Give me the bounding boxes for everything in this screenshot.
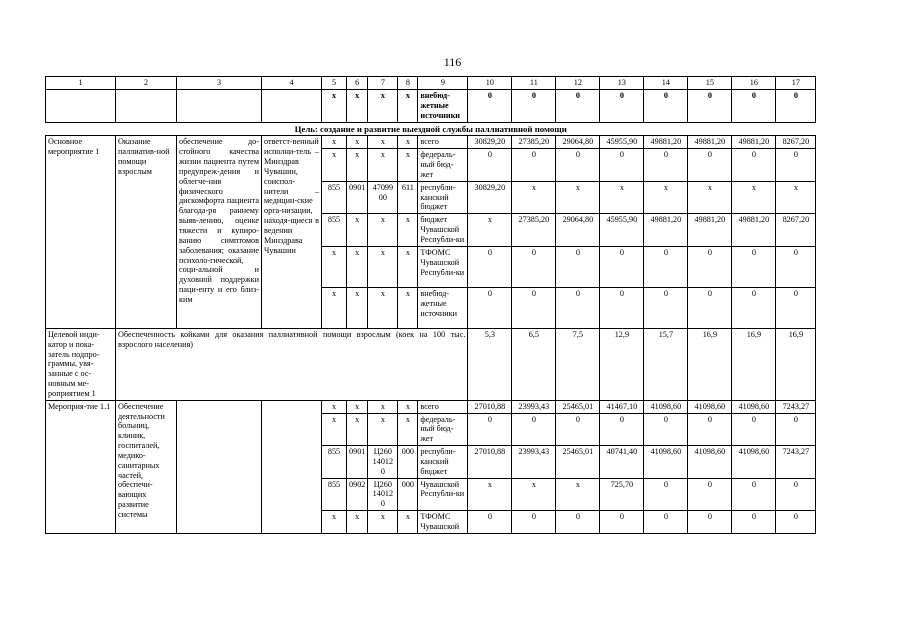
indicator-value-cell: 12,9 [600, 328, 644, 400]
funding-source-cell: республи-канский бюджет [418, 181, 468, 214]
value-cell: 7243,27 [776, 400, 816, 413]
value-cell: 0 [776, 511, 816, 534]
budget-code-cell: 000 [398, 478, 418, 511]
funding-source-cell: ТФОМС Чувашской [418, 511, 468, 534]
header-number-cell: 3 [177, 77, 262, 90]
budget-code-cell: x [322, 400, 347, 413]
responsible-executor-cell [262, 400, 322, 533]
value-cell: 0 [468, 511, 512, 534]
value-cell: 41098,60 [688, 446, 732, 479]
empty-cell [177, 89, 262, 122]
value-cell: 0 [688, 287, 732, 328]
value-cell: 0 [600, 287, 644, 328]
budget-code-cell: x [322, 149, 347, 182]
value-cell: x [512, 181, 556, 214]
value-cell: 29064,80 [556, 214, 600, 247]
indicator-row [46, 328, 816, 400]
funding-source-cell: ТФОМС Чувашской Республи-ки [418, 246, 468, 287]
budget-code-cell: 47099 00 [368, 181, 398, 214]
header-number-cell: 11 [512, 77, 556, 90]
value-cell: 0 [600, 413, 644, 446]
value-cell: 0 [732, 246, 776, 287]
budget-code-cell: x [347, 511, 368, 534]
funding-source-cell: внебюд-жетные источники [418, 89, 468, 122]
value-cell: 0 [688, 149, 732, 182]
budget-code-cell: x [347, 413, 368, 446]
value-cell: 0 [468, 287, 512, 328]
value-cell: 0 [732, 149, 776, 182]
budget-code-cell: 0901 [347, 446, 368, 479]
budget-code-cell: x [368, 214, 398, 247]
funding-source-cell: бюджет Чувашской Республи-ки [418, 214, 468, 247]
funding-source-cell: всего [418, 400, 468, 413]
indicator-value-cell: 16,9 [732, 328, 776, 400]
empty-cell [46, 89, 116, 122]
indicator-label-cell: Целевой инди-катор и пока-затель подпро-граммы, увя-занные с ос-новным ме-роприятием 1 [46, 328, 116, 400]
header-number-cell: 5 [322, 77, 347, 90]
header-number-cell: 14 [644, 77, 688, 90]
budget-code-cell: x [398, 214, 418, 247]
value-cell: x [688, 181, 732, 214]
header-number-cell: 13 [600, 77, 644, 90]
empty-cell [262, 89, 322, 122]
budget-code-cell: 611 [398, 181, 418, 214]
value-cell: x [556, 181, 600, 214]
value-cell: 0 [776, 149, 816, 182]
value-cell: x [600, 181, 644, 214]
value-cell: 0 [644, 149, 688, 182]
header-number-cell: 2 [116, 77, 177, 90]
responsible-executor-cell: ответст-венный исполни-тель – Минздрав Чувашии, соиспол-нители – медицин-ские орга-низации, находя-щиеся в ведении Минздрава Чувашии [262, 136, 322, 328]
value-cell: 0 [776, 413, 816, 446]
value-cell: 0 [600, 246, 644, 287]
value-cell: 0 [732, 413, 776, 446]
value-cell: 0 [732, 478, 776, 511]
value-cell: 27385,20 [512, 214, 556, 247]
value-cell: 27010,88 [468, 400, 512, 413]
value-cell: 8267,20 [776, 214, 816, 247]
value-cell: 0 [776, 246, 816, 287]
funding-source-cell: всего [418, 136, 468, 149]
budget-code-cell: x [368, 89, 398, 122]
budget-code-cell: x [347, 149, 368, 182]
goal-title: Цель: создание и развитие выездной службы паллиативной помощи [294, 123, 567, 134]
table-row [46, 136, 816, 149]
budget-code-cell: x [398, 136, 418, 149]
activity-name-cell: Мероприя-тие 1.1 [46, 400, 116, 533]
value-cell: 25465,01 [556, 400, 600, 413]
budget-code-cell: x [368, 413, 398, 446]
header-number-cell: 17 [776, 77, 816, 90]
budget-code-cell: x [398, 413, 418, 446]
value-cell: 45955,90 [600, 214, 644, 247]
activity-description-cell: обеспечение до-стойного качества жизни пациента путем предупреж-дения и облегче-ния физического дискомфорта пациента благода-ря раннему выяв-лению, оценке тяжести и купиро-ванию симптомов заболевания; оказание психоло-гической, соци-альной и духовной поддержки паци-енту и его близ-ким [177, 136, 262, 328]
value-cell: 0 [644, 89, 688, 122]
value-cell: 0 [644, 413, 688, 446]
budget-code-cell: 855 [322, 214, 347, 247]
budget-code-cell: x [398, 287, 418, 328]
value-cell: x [776, 181, 816, 214]
value-cell: 0 [512, 149, 556, 182]
table-row [46, 400, 816, 413]
value-cell: 0 [644, 511, 688, 534]
value-cell: 7243,27 [776, 446, 816, 479]
funding-source-cell: республи-канский бюджет [418, 446, 468, 479]
value-cell: 41098,60 [688, 400, 732, 413]
header-number-cell: 1 [46, 77, 116, 90]
header-number-cell: 4 [262, 77, 322, 90]
indicator-value-cell: 6,5 [512, 328, 556, 400]
page-number: 116 [443, 55, 462, 69]
value-cell: 0 [776, 287, 816, 328]
value-cell: 0 [600, 511, 644, 534]
value-cell: 49881,20 [732, 136, 776, 149]
value-cell: 0 [468, 149, 512, 182]
continuation-row [46, 89, 816, 122]
funding-source-cell: внебюд-жетные источники [418, 287, 468, 328]
value-cell: 0 [556, 246, 600, 287]
value-cell: 0 [600, 149, 644, 182]
funding-source-cell: федераль-ный бюд-жет [418, 413, 468, 446]
value-cell: 0 [512, 89, 556, 122]
value-cell: 27010,88 [468, 446, 512, 479]
budget-code-cell: x [347, 400, 368, 413]
value-cell: 0 [556, 413, 600, 446]
value-cell: 41098,60 [644, 400, 688, 413]
budget-code-cell: Ц260 14012 0 [368, 478, 398, 511]
value-cell: 41098,60 [732, 400, 776, 413]
budget-code-cell: x [347, 246, 368, 287]
budget-code-cell: x [347, 287, 368, 328]
value-cell: 0 [688, 511, 732, 534]
activity-title-cell: Оказание паллиатив-ной помощи взрослым [116, 136, 177, 328]
header-number-cell: 10 [468, 77, 512, 90]
budget-code-cell: x [398, 149, 418, 182]
indicator-value-cell: 15,7 [644, 328, 688, 400]
value-cell: 0 [644, 478, 688, 511]
value-cell: 0 [732, 511, 776, 534]
activity-title-cell: Обеспечение деятельности больниц, клиник, госпиталей, медико-санитарных частей, обеспечи-вающих развитие системы [116, 400, 177, 533]
budget-code-cell: x [398, 89, 418, 122]
indicator-value-cell: 7,5 [556, 328, 600, 400]
budget-code-cell: 0901 [347, 181, 368, 214]
budget-table [45, 76, 816, 534]
budget-code-cell: 855 [322, 446, 347, 479]
indicator-text-cell: Обеспеченность койками для оказания паллиативной помощи взрослым (коек на 100 тыс. взрослого населения) [116, 328, 468, 400]
header-number-cell: 15 [688, 77, 732, 90]
value-cell: 30829,20 [468, 136, 512, 149]
budget-code-cell: x [322, 287, 347, 328]
header-number-cell: 9 [418, 77, 468, 90]
value-cell: x [732, 181, 776, 214]
value-cell: 0 [688, 89, 732, 122]
value-cell: 0 [512, 413, 556, 446]
value-cell: x [512, 478, 556, 511]
budget-code-cell: x [398, 246, 418, 287]
budget-code-cell: x [322, 246, 347, 287]
activity-name-cell: Основное мероприятие 1 [46, 136, 116, 328]
value-cell: 23993,43 [512, 446, 556, 479]
value-cell: 0 [556, 149, 600, 182]
value-cell: 49881,20 [688, 214, 732, 247]
value-cell: 0 [468, 413, 512, 446]
value-cell: x [468, 478, 512, 511]
value-cell: 0 [644, 246, 688, 287]
activity-description-cell [177, 400, 262, 533]
value-cell: 725,70 [600, 478, 644, 511]
value-cell: 45955,90 [600, 136, 644, 149]
value-cell: x [644, 181, 688, 214]
value-cell: 49881,20 [732, 214, 776, 247]
budget-code-cell: x [347, 136, 368, 149]
budget-code-cell: x [398, 511, 418, 534]
indicator-value-cell: 16,9 [688, 328, 732, 400]
budget-code-cell: x [322, 136, 347, 149]
value-cell: 25465,01 [556, 446, 600, 479]
value-cell: 41467,10 [600, 400, 644, 413]
value-cell: 0 [688, 246, 732, 287]
header-row [46, 77, 816, 90]
funding-source-cell: федераль-ный бюд-жет [418, 149, 468, 182]
value-cell: x [468, 214, 512, 247]
value-cell: 0 [688, 413, 732, 446]
value-cell: 0 [556, 287, 600, 328]
budget-code-cell: x [398, 400, 418, 413]
value-cell: 23993,43 [512, 400, 556, 413]
value-cell: 0 [732, 89, 776, 122]
value-cell: 0 [512, 246, 556, 287]
budget-code-cell: 855 [322, 181, 347, 214]
indicator-value-cell: 5,3 [468, 328, 512, 400]
value-cell: 0 [776, 478, 816, 511]
value-cell: 30829,20 [468, 181, 512, 214]
funding-source-cell: Чувашской Республи-ки [418, 478, 468, 511]
value-cell: 0 [644, 287, 688, 328]
value-cell: 0 [468, 89, 512, 122]
value-cell: 0 [556, 511, 600, 534]
header-number-cell: 12 [556, 77, 600, 90]
value-cell: 49881,20 [644, 136, 688, 149]
budget-code-cell: 855 [322, 478, 347, 511]
budget-code-cell: x [368, 511, 398, 534]
header-number-cell: 6 [347, 77, 368, 90]
value-cell: 40741,40 [600, 446, 644, 479]
budget-code-cell: x [368, 287, 398, 328]
value-cell: 49881,20 [688, 136, 732, 149]
value-cell: 41098,60 [644, 446, 688, 479]
budget-code-cell: x [322, 511, 347, 534]
budget-code-cell: x [347, 89, 368, 122]
header-number-cell: 7 [368, 77, 398, 90]
empty-cell [116, 89, 177, 122]
budget-code-cell: x [368, 149, 398, 182]
goal-row [46, 122, 816, 136]
value-cell: 0 [688, 478, 732, 511]
value-cell: 0 [468, 246, 512, 287]
value-cell: x [556, 478, 600, 511]
indicator-value-cell: 16,9 [776, 328, 816, 400]
value-cell: 41098,60 [732, 446, 776, 479]
budget-code-cell: x [368, 136, 398, 149]
value-cell: 0 [512, 511, 556, 534]
value-cell: 8267,20 [776, 136, 816, 149]
budget-code-cell: x [368, 246, 398, 287]
budget-code-cell: x [347, 214, 368, 247]
value-cell: 0 [776, 89, 816, 122]
header-number-cell: 16 [732, 77, 776, 90]
value-cell: 0 [556, 89, 600, 122]
value-cell: 29064,80 [556, 136, 600, 149]
value-cell: 27385,20 [512, 136, 556, 149]
budget-code-cell: x [368, 400, 398, 413]
value-cell: 0 [512, 287, 556, 328]
budget-code-cell: x [322, 413, 347, 446]
budget-code-cell: Ц260 14012 0 [368, 446, 398, 479]
value-cell: 0 [732, 287, 776, 328]
value-cell: 49881,20 [644, 214, 688, 247]
budget-code-cell: x [322, 89, 347, 122]
value-cell: 0 [600, 89, 644, 122]
budget-code-cell: 000 [398, 446, 418, 479]
header-number-cell: 8 [398, 77, 418, 90]
budget-code-cell: 0902 [347, 478, 368, 511]
